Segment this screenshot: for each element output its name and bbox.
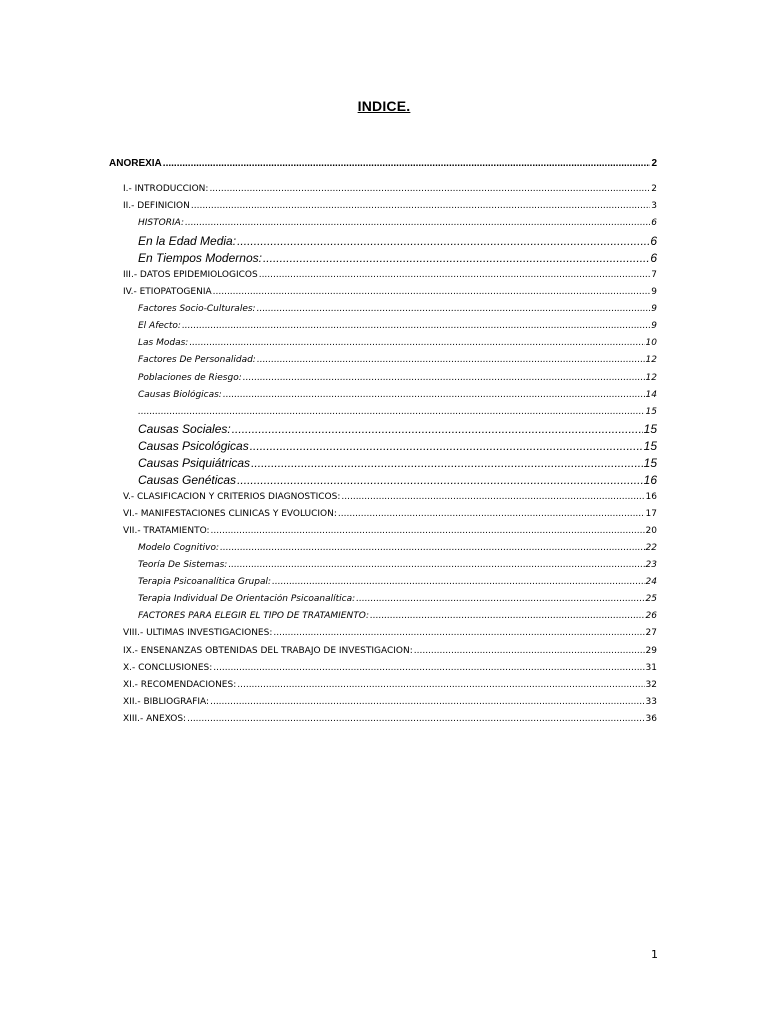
dot-leader: [272, 577, 645, 587]
toc-entry-ultimas-investigaciones[interactable]: [123, 628, 657, 638]
toc-entry-causas-geneticas[interactable]: [138, 473, 657, 487]
dot-leader: [182, 321, 650, 331]
toc-entry-label: En la Edad Media:: [138, 234, 237, 248]
toc-entry-label: Poblaciones de Riesgo:: [138, 373, 242, 383]
dot-leader: [263, 251, 649, 265]
toc-entry-page: 14: [645, 390, 657, 400]
toc-entry-label: Modelo Cognitivo:: [138, 543, 219, 553]
toc-entry-page: 25: [645, 594, 657, 604]
toc-entry-label: Causas Genéticas: [138, 473, 237, 487]
toc-entry-label: Factores Socio-Culturales:: [138, 304, 256, 314]
toc-entry-bibliografia[interactable]: [123, 697, 657, 707]
dot-leader: [370, 611, 645, 621]
toc-entry-page: 9: [651, 321, 657, 331]
toc-entry-page: 6: [650, 251, 657, 265]
toc-entry-label: En Tiempos Modernos:: [138, 251, 262, 265]
dot-leader: [414, 646, 645, 656]
toc-entry-label: Causas Biológicas:: [138, 390, 222, 400]
dot-leader: [211, 526, 645, 536]
toc-entry-page: 15: [643, 439, 657, 453]
toc-entry-causas-biologicas[interactable]: [138, 390, 657, 400]
toc-entry-page: 26: [645, 611, 657, 621]
toc-entry-page: 22: [645, 543, 657, 553]
dot-leader: [138, 407, 645, 417]
toc-entry-teoria-sistemas[interactable]: [138, 560, 657, 570]
toc-entry-las-modas[interactable]: [138, 338, 657, 348]
dot-leader: [250, 439, 643, 453]
toc-entry-page: 12: [645, 373, 657, 383]
dot-leader: [185, 218, 650, 228]
toc-entry-etiopatogenia[interactable]: [123, 287, 657, 297]
toc-entry-page: 24: [645, 577, 657, 587]
toc-entry-manifestaciones[interactable]: [123, 509, 657, 519]
toc-entry-conclusiones[interactable]: [123, 663, 657, 673]
toc-entry-modelo-cognitivo[interactable]: [138, 543, 657, 553]
dot-leader: [251, 456, 643, 470]
toc-entry-label: Terapia Individual De Orientación Psicoanalítica:: [138, 594, 356, 604]
dot-leader: [243, 373, 645, 383]
toc-entry-page: 2: [651, 158, 657, 169]
dot-leader: [237, 473, 643, 487]
toc-entry-page: 27: [645, 628, 657, 638]
toc-entry-untitled[interactable]: [138, 407, 657, 417]
toc-entry-page: 6: [650, 234, 657, 248]
toc-entry-clasificacion[interactable]: [123, 492, 657, 502]
toc-entry-anexos[interactable]: [123, 714, 657, 724]
dot-leader: [257, 355, 645, 365]
toc-entry-tratamiento[interactable]: [123, 526, 657, 536]
dot-leader: [259, 270, 651, 280]
toc-entry-page: 16: [643, 473, 657, 487]
page-title: INDICE.: [357, 98, 411, 114]
toc-entry-factores-tratamiento[interactable]: [138, 611, 657, 621]
toc-entry-anorexia[interactable]: [109, 158, 657, 169]
toc-entry-tiempos-modernos[interactable]: [138, 251, 657, 265]
toc-entry-label: Factores De Personalidad:: [138, 355, 256, 365]
toc-entry-causas-psiquiatricas[interactable]: [138, 456, 657, 470]
toc-entry-page: 7: [651, 270, 657, 280]
toc-entry-label: VI.- MANIFESTACIONES CLINICAS Y EVOLUCION:: [123, 509, 337, 519]
toc-entry-page: 9: [651, 304, 657, 314]
toc-entry-ensenanzas[interactable]: [123, 646, 657, 656]
dot-leader: [213, 663, 644, 673]
toc-entry-historia[interactable]: [138, 218, 657, 228]
toc-entry-label: FACTORES PARA ELEGIR EL TIPO DE TRATAMIENTO:: [138, 611, 369, 621]
toc-entry-page: 15: [645, 407, 657, 417]
dot-leader: [232, 422, 643, 436]
toc-entry-label: Causas Psiquiátricas: [138, 456, 251, 470]
toc-entry-label: IV.- ETIOPATOGENIA: [123, 287, 212, 297]
toc-entry-page: 6: [651, 218, 657, 228]
page-number: 1: [651, 948, 658, 961]
dot-leader: [257, 304, 651, 314]
toc-entry-el-afecto[interactable]: [138, 321, 657, 331]
dot-leader: [187, 714, 644, 724]
toc-entry-page: 3: [651, 201, 657, 211]
dot-leader: [273, 628, 644, 638]
dot-leader: [213, 287, 651, 297]
toc-entry-edad-media[interactable]: [138, 234, 657, 248]
dot-leader: [220, 543, 645, 553]
dot-leader: [228, 560, 644, 570]
toc-entry-label: Teoría De Sistemas:: [138, 560, 228, 570]
toc-entry-definicion[interactable]: [123, 201, 657, 211]
dot-leader: [209, 184, 650, 194]
dot-leader: [163, 158, 651, 169]
toc-entry-label: Causas Psicológicas: [138, 439, 249, 453]
toc-entry-label: II.- DEFINICION: [123, 201, 190, 211]
toc-entry-label: X.- CONCLUSIONES:: [123, 663, 213, 673]
toc-entry-label: ANOREXIA: [109, 158, 162, 169]
dot-leader: [189, 338, 644, 348]
toc-entry-terapia-grupal[interactable]: [138, 577, 657, 587]
toc-entry-label: XIII.- ANEXOS:: [123, 714, 187, 724]
toc-entry-label: XI.- RECOMENDACIONES:: [123, 680, 237, 690]
toc-entry-label: V.- CLASIFICACION Y CRITERIOS DIAGNOSTICOS:: [123, 492, 341, 502]
dot-leader: [237, 234, 649, 248]
dot-leader: [341, 492, 644, 502]
toc-entry-label: III.- DATOS EPIDEMIOLOGICOS: [123, 270, 258, 280]
dot-leader: [356, 594, 644, 604]
toc-entry-page: 10: [645, 338, 657, 348]
toc-entry-page: 29: [645, 646, 657, 656]
toc-entry-factores-personalidad[interactable]: [138, 355, 657, 365]
toc-entry-page: 17: [645, 509, 657, 519]
toc-entry-page: 23: [645, 560, 657, 570]
toc-entry-page: 36: [645, 714, 657, 724]
toc-entry-terapia-individual[interactable]: [138, 594, 657, 604]
toc-entry-label: Causas Sociales:: [138, 422, 231, 436]
toc-entry-factores-socio-culturales[interactable]: [138, 304, 657, 314]
dot-leader: [223, 390, 645, 400]
dot-leader: [237, 680, 644, 690]
toc-entry-causas-sociales[interactable]: [138, 422, 657, 436]
toc-entry-label: VIII.- ÚLTIMAS INVESTIGACIONES:: [123, 628, 273, 638]
toc-entry-label: XII.- BIBLIOGRAFIA:: [123, 697, 210, 707]
toc-entry-causas-psicologicas[interactable]: [138, 439, 657, 453]
toc-entry-label: HISTORIA:: [138, 218, 184, 228]
dot-leader: [338, 509, 645, 519]
toc-entry-label: El Afecto:: [138, 321, 181, 331]
dot-leader: [191, 201, 650, 211]
toc-entry-page: 31: [645, 663, 657, 673]
toc-entry-recomendaciones[interactable]: [123, 680, 657, 690]
toc-entry-page: 9: [651, 287, 657, 297]
toc-entry-introduccion[interactable]: [123, 184, 657, 194]
toc-entry-label: Terapia Psicoanalítica Grupal:: [138, 577, 272, 587]
toc-entry-page: 2: [651, 184, 657, 194]
dot-leader: [210, 697, 644, 707]
toc-entry-label: IX.- ENSEÑANZAS OBTENIDAS DEL TRABAJO DE INVESTIGACION:: [123, 646, 413, 656]
toc-entry-page: 15: [643, 422, 657, 436]
toc-entry-page: 33: [645, 697, 657, 707]
toc-entry-page: 20: [645, 526, 657, 536]
toc-entry-label: VII.- TRATAMIENTO:: [123, 526, 210, 536]
toc-entry-poblaciones-riesgo[interactable]: [138, 373, 657, 383]
toc-entry-label: Las Modas:: [138, 338, 189, 348]
toc-entry-page: 32: [645, 680, 657, 690]
toc-entry-datos-epidemiologicos[interactable]: [123, 270, 657, 280]
toc-entry-label: I.- INTRODUCCION:: [123, 184, 209, 194]
toc-entry-page: 12: [645, 355, 657, 365]
toc-entry-page: 16: [645, 492, 657, 502]
toc-entry-page: 15: [643, 456, 657, 470]
